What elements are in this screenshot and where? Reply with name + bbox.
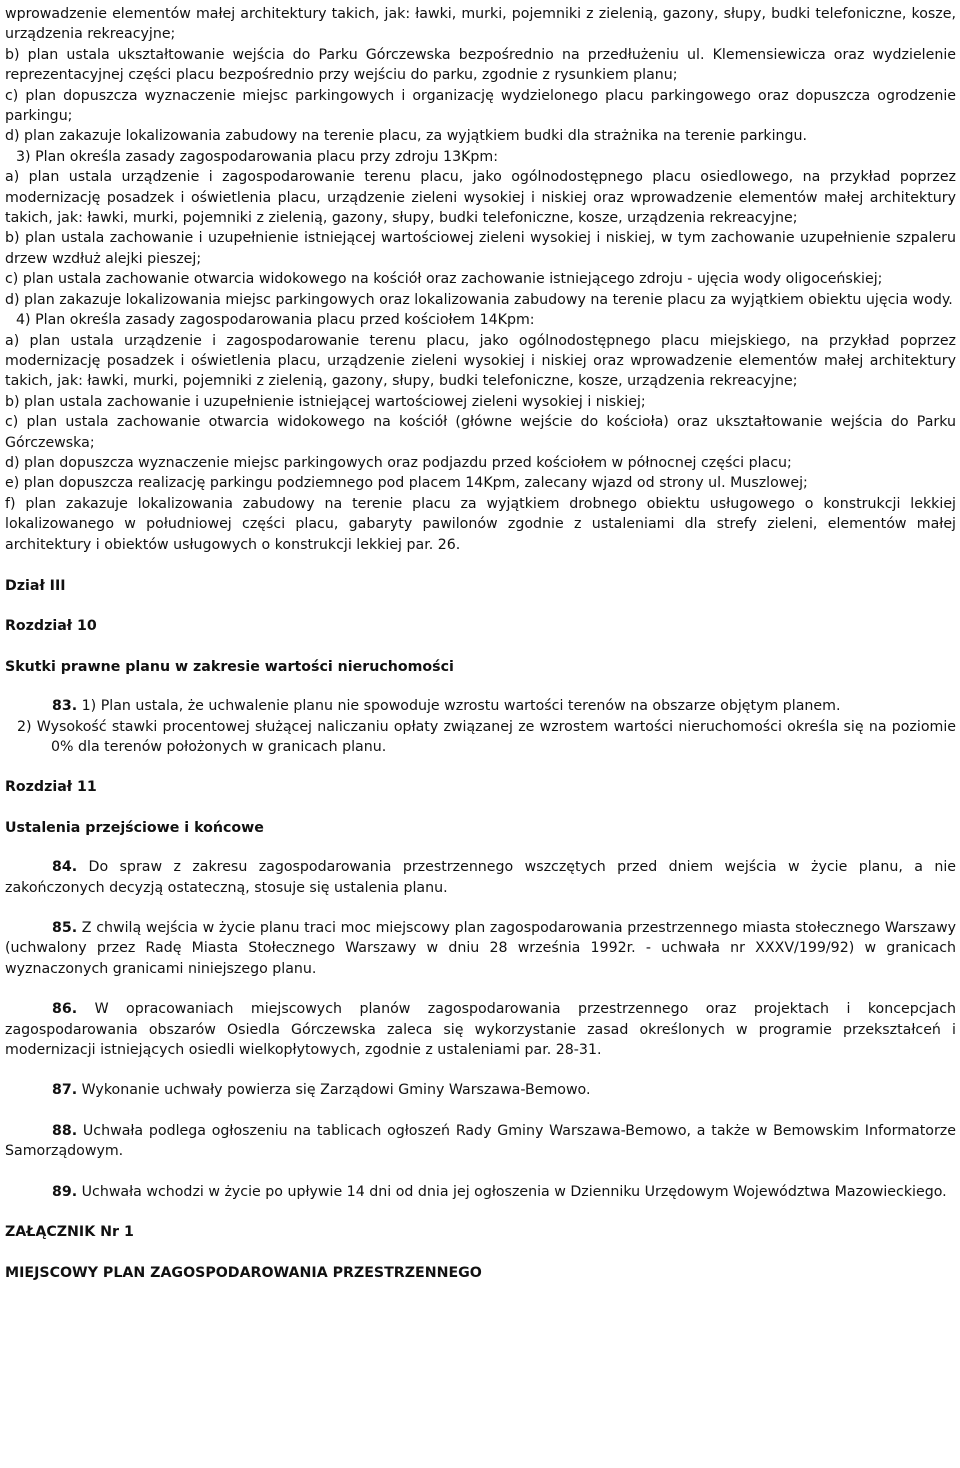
paragraph-text: 1) Plan ustala, że uchwalenie planu nie spowoduje wzrostu wartości terenów na obszarze objętym planem.	[77, 698, 841, 715]
paragraph-number: 88.	[52, 1122, 78, 1139]
section-4-item-a: a) plan ustala urządzenie i zagospodarowanie terenu placu, jako ogólnodostępnego placu miejskiego, na przykład poprzez modernizację posadzek i oświetlenia placu, urządzenie zieleni wysokiej i niskiej oraz wprowadzenie elementów małej architektury takich, jak: ławki, murki, pojemniki z zielenią, gazony, słupy, budki telefoniczne, kosze, urządzenia rekreacyjne;	[5, 332, 956, 390]
section-3-item-b: b) plan ustala zachowanie i uzupełnienie istniejącej wartościowej zieleni wysokiej i niskiej, w tym zachowanie uzupełnienie szpaleru drzew wzdłuż alejki pieszej;	[5, 230, 956, 267]
section-4-item-e: e) plan dopuszcza realizację parkingu podziemnego pod placem 14Kpm, zalecany wjazd od strony ul. Muszlowej;	[5, 475, 808, 492]
list-item-b: b) plan ustala ukształtowanie wejścia do Parku Górczewska bezpośrednio na przedłużeniu ul. Klemensiewicza oraz wydzielenie reprezentacyjnej części placu bezpośrednio przy wejściu do parku, zgodnie z rysunkiem planu;	[5, 46, 956, 84]
rozdzial-11-heading: Rozdział 11	[5, 779, 97, 796]
paragraph-83-point-2: 2) Wysokość stawki procentowej służącej naliczaniu opłaty związanej ze wzrostem wartości nieruchomości określa się na poziomie 0% dla terenów położonych w granicach planu.	[17, 718, 956, 755]
dzial-heading: Dział III	[5, 577, 66, 594]
paragraph-85	[5, 918, 956, 979]
paragraph-number: 85.	[52, 920, 78, 937]
section-4-item-c: c) plan ustala zachowanie otwarcia widokowego na kościół (główne wejście do kościoła) oraz ukształtowanie wejścia do Parku Górczewska;	[5, 414, 956, 451]
paragraph-text: Uchwała wchodzi w życie po upływie 14 dni od dnia jej ogłoszenia w Dzienniku Urzędowym Województwa Mazowieckiego.	[77, 1183, 947, 1200]
text-continuation: wprowadzenie elementów małej architektury takich, jak: ławki, murki, pojemniki z zielenią, gazony, słupy, budki telefoniczne, kosze, urządzenia rekreacyjne;	[5, 6, 956, 43]
paragraph-83	[5, 696, 956, 716]
paragraph-86	[5, 999, 956, 1060]
section-3-intro: 3) Plan określa zasady zagospodarowania placu przy zdroju 13Kpm:	[16, 148, 499, 165]
rozdzial-10-title: Skutki prawne planu w zakresie wartości nieruchomości	[5, 658, 454, 675]
paragraph-number: 89.	[52, 1183, 78, 1200]
paragraph-88	[5, 1121, 956, 1162]
list-item-c: c) plan dopuszcza wyznaczenie miejsc parkingowych i organizację wydzielonego placu parkingowego oraz dopuszcza ogrodzenie parkingu;	[5, 87, 956, 125]
paragraph-number: 86.	[52, 1001, 78, 1018]
section-3-item-a: a) plan ustala urządzenie i zagospodarowanie terenu placu, jako ogólnodostępnego placu osiedlowego, na przykład poprzez modernizację posadzek i oświetlenia placu, urządzenie zieleni wysokiej i niskiej oraz wprowadzenie elementów małej architektury takich, jak: ławki, murki, pojemniki z zielenią, gazony, słupy, budki telefoniczne, kosze, urządzenia rekreacyjne;	[5, 169, 956, 227]
paragraph-number: 87.	[52, 1082, 78, 1099]
paragraph-87	[5, 1080, 956, 1100]
section-3-item-c: c) plan ustala zachowanie otwarcia widokowego na kościół oraz zachowanie istniejącego zdroju - ujęcia wody oligoceńskiej;	[5, 271, 883, 288]
rozdzial-11-title: Ustalenia przejściowe i końcowe	[5, 819, 264, 836]
section-3-item-d: d) plan zakazuje lokalizowania miejsc parkingowych oraz lokalizowania zabudowy na terenie placu za wyjątkiem obiektu ujęcia wody.	[5, 291, 953, 308]
paragraph-text: Wykonanie uchwały powierza się Zarządowi Gminy Warszawa-Bemowo.	[77, 1082, 591, 1099]
zalacznik-heading: ZAŁĄCZNIK Nr 1	[5, 1224, 134, 1241]
rozdzial-10-heading: Rozdział 10	[5, 618, 97, 635]
section-4-item-f: f) plan zakazuje lokalizowania zabudowy na terenie placu za wyjątkiem drobnego obiektu usługowego o konstrukcji lekkiej lokalizowanego w południowej części placu, gabaryty pawilonów zgodnie z ustaleniami dla strefy zieleni, elementów małej architektury i obiektów usługowych o konstrukcji lekkiej par. 26.	[5, 495, 956, 553]
mpzp-heading: MIEJSCOWY PLAN ZAGOSPODAROWANIA PRZESTRZENNEGO	[5, 1264, 482, 1281]
paragraph-text: Do spraw z zakresu zagospodarowania przestrzennego wszczętych przed dniem wejścia w życie planu, a nie zakończonych decyzją ostateczną, stosuje się ustalenia planu.	[5, 859, 956, 896]
paragraph-89	[5, 1182, 956, 1202]
section-4-intro: 4) Plan określa zasady zagospodarowania placu przed kościołem 14Kpm:	[16, 312, 535, 329]
list-item-d: d) plan zakazuje lokalizowania zabudowy na terenie placu, za wyjątkiem budki dla strażnika na terenie parkingu.	[5, 128, 808, 145]
paragraph-number: 84.	[52, 859, 78, 876]
section-4-item-b: b) plan ustala zachowanie i uzupełnienie istniejącej wartościowej zieleni wysokiej i niskiej;	[5, 393, 646, 410]
paragraph-text: Z chwilą wejścia w życie planu traci moc miejscowy plan zagospodarowania przestrzennego miasta stołecznego Warszawy (uchwalony przez Radę Miasta Stołecznego Warszawy w dniu 28 września 1992r. - uchwała nr XXXV/199/92) w granicach wyznaczonych granicami niniejszego planu.	[5, 920, 956, 977]
paragraph-84	[5, 857, 956, 898]
paragraph-number: 83.	[52, 698, 78, 715]
paragraph-text: W opracowaniach miejscowych planów zagospodarowania przestrzennego oraz projektach i koncepcjach zagospodarowania obszarów Osiedla Górczewska zaleca się wykorzystanie zasad określonych w programie przekształceń i modernizacji istniejących osiedli wielkopłytowych, zgodnie z ustaleniami par. 28-31.	[5, 1001, 956, 1059]
section-4-item-d: d) plan dopuszcza wyznaczenie miejsc parkingowych oraz podjazdu przed kościołem w północnej części placu;	[5, 454, 792, 471]
paragraph-text: Uchwała podlega ogłoszeniu na tablicach ogłoszeń Rady Gminy Warszawa-Bemowo, a także w Bemowskim Informatorze Samorządowym.	[5, 1122, 956, 1160]
